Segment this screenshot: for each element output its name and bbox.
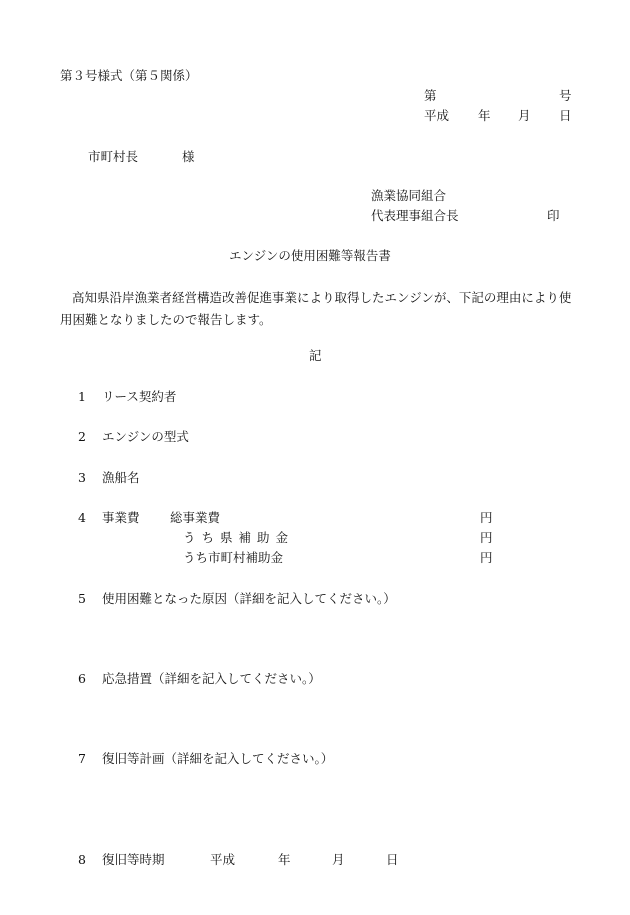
- number-prefix: 第: [424, 88, 437, 103]
- ki-heading: 記: [309, 348, 322, 363]
- sender-org: 漁業協同組合: [371, 188, 447, 203]
- item-1-num: 1: [78, 389, 86, 404]
- item-2-num: 2: [78, 429, 86, 444]
- document-title: エンジンの使用困難等報告書: [229, 248, 391, 263]
- form-label: 第３号様式（第５関係）: [60, 68, 198, 83]
- item-7-label: 復旧等計画（詳細を記入してください。）: [102, 751, 334, 766]
- item-6-num: 6: [78, 671, 86, 686]
- item-5-label: 使用困難となった原因（詳細を記入してください。）: [102, 591, 396, 606]
- date-month: 月: [518, 108, 531, 123]
- cost-pref-subsidy-label: うち県補助金: [183, 530, 295, 545]
- item-3-num: 3: [78, 470, 86, 485]
- item-5-num: 5: [78, 591, 86, 606]
- cost-total-unit: 円: [480, 510, 493, 525]
- recovery-era: 平成: [210, 852, 236, 867]
- date-year: 年: [478, 108, 491, 123]
- item-1-label: リース契約者: [102, 389, 177, 404]
- sender-rep: 代表理事組合長: [371, 208, 459, 223]
- cost-muni-subsidy-unit: 円: [480, 550, 493, 565]
- item-4-num: 4: [78, 510, 86, 525]
- item-7-num: 7: [78, 751, 86, 766]
- number-suffix: 号: [559, 88, 572, 103]
- cost-muni-subsidy-label: うち市町村補助金: [183, 550, 284, 565]
- cost-total-label: 総事業費: [170, 510, 221, 525]
- addressee-name: 市町村長: [88, 149, 139, 164]
- item-3-label: 漁船名: [102, 470, 140, 485]
- recovery-day: 日: [386, 852, 399, 867]
- item-8-num: 8: [78, 852, 86, 867]
- item-2-label: エンジンの型式: [102, 429, 189, 444]
- seal-mark: 印: [547, 208, 560, 223]
- recovery-year: 年: [278, 852, 291, 867]
- cost-pref-subsidy-unit: 円: [480, 530, 493, 545]
- date-day: 日: [559, 108, 572, 123]
- date-era: 平成: [424, 108, 450, 123]
- item-6-label: 応急措置（詳細を記入してください。）: [102, 671, 321, 686]
- body-text: 高知県沿岸漁業者経営構造改善促進事業により取得したエンジンが、下記の理由により使用困難となりましたので報告します。: [60, 290, 572, 327]
- item-8-label: 復旧等時期: [102, 852, 165, 867]
- recovery-month: 月: [332, 852, 345, 867]
- addressee-honorific: 様: [182, 149, 195, 164]
- item-4-label: 事業費: [102, 510, 140, 525]
